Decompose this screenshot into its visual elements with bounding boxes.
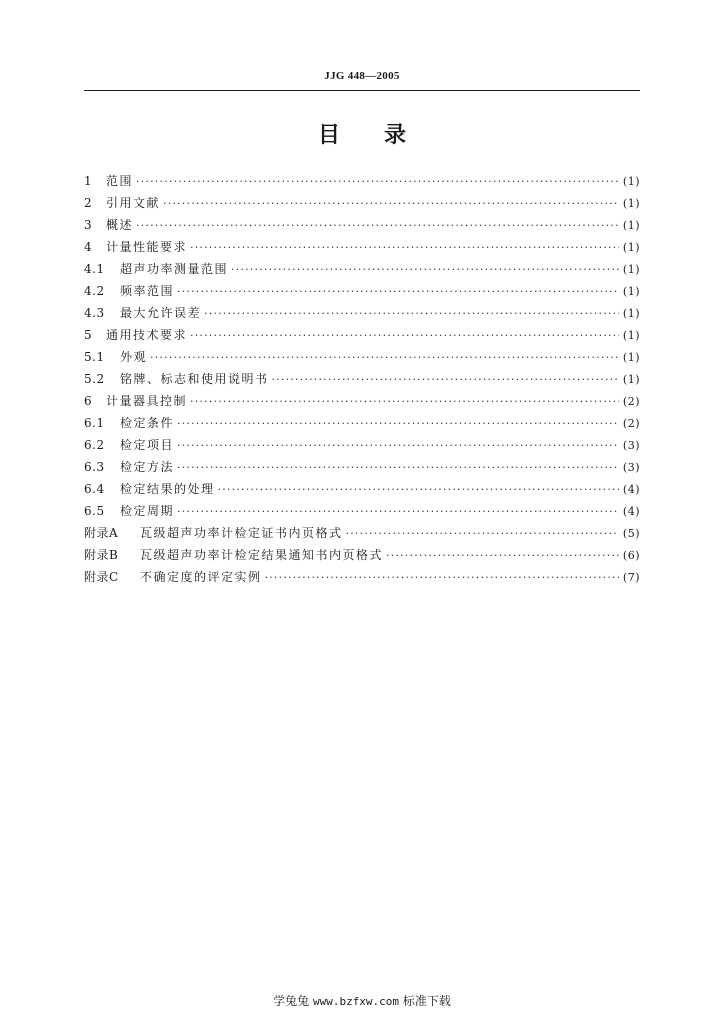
toc-entry[interactable] [84, 412, 640, 434]
toc-dot-leader [177, 413, 619, 435]
toc-entry-page: (1) [622, 241, 640, 254]
header-standard-code: JJG 448—2005 [324, 70, 400, 82]
toc-entry[interactable] [84, 324, 640, 346]
toc-entry-title: 检定周期 [120, 504, 175, 518]
toc-list [84, 170, 640, 588]
toc-entry-number: 6.3 [84, 460, 105, 474]
toc-entry-page: (2) [622, 395, 640, 408]
toc-entry-page: (1) [622, 351, 640, 364]
footer-slogan: 标准下载 [402, 994, 451, 1008]
toc-entry-number: 6 [84, 394, 93, 408]
toc-entry-title: 计量器具控制 [106, 394, 188, 408]
toc-entry-number: 5.1 [84, 350, 105, 364]
toc-entry-number: 4.1 [84, 262, 105, 276]
toc-entry-title: 检定条件 [120, 416, 175, 430]
toc-dot-leader [163, 193, 619, 215]
toc-dot-leader [177, 435, 619, 457]
toc-entry[interactable] [84, 456, 640, 478]
toc-dot-leader [177, 501, 619, 523]
toc-entry-title: 检定结果的处理 [120, 482, 215, 496]
toc-entry-number: 1 [84, 174, 93, 188]
toc-dot-leader [190, 391, 619, 413]
toc-entry-page: (4) [622, 483, 640, 496]
toc-dot-leader [136, 215, 619, 237]
toc-entry-number: 5 [84, 328, 93, 342]
toc-entry-page: (1) [622, 329, 640, 342]
toc-entry-title: 外观 [120, 350, 148, 364]
footer-site-name: 学兔兔 [273, 994, 310, 1008]
toc-entry-page: (1) [622, 285, 640, 298]
toc-entry-page: (1) [622, 373, 640, 386]
toc-dot-leader [150, 347, 619, 369]
toc-entry-title: 检定方法 [120, 460, 175, 474]
toc-entry[interactable] [84, 236, 640, 258]
toc-entry-page: (1) [622, 307, 640, 320]
toc-dot-leader [190, 237, 619, 259]
toc-dot-leader [177, 457, 619, 479]
toc-entry-title: 范围 [106, 174, 134, 188]
toc-entry-page: (5) [622, 527, 640, 540]
toc-entry-page: (7) [622, 571, 640, 584]
toc-entry-number: 5.2 [84, 372, 105, 386]
toc-dot-leader [272, 369, 619, 391]
toc-dot-leader [265, 567, 619, 589]
toc-dot-leader [136, 171, 619, 193]
toc-dot-leader [190, 325, 619, 347]
toc-entry-page: (6) [622, 549, 640, 562]
header-divider [84, 90, 640, 91]
toc-dot-leader [346, 523, 619, 545]
toc-entry[interactable] [84, 214, 640, 236]
toc-entry-number: 4.2 [84, 284, 105, 298]
toc-entry[interactable] [84, 544, 640, 566]
toc-dot-leader [218, 479, 619, 501]
toc-entry-page: (1) [622, 263, 640, 276]
toc-entry[interactable] [84, 192, 640, 214]
toc-entry[interactable] [84, 302, 640, 324]
toc-entry-title: 超声功率测量范围 [120, 262, 229, 276]
toc-entry-title: 检定项目 [120, 438, 175, 452]
toc-entry-number: 6.5 [84, 504, 105, 518]
toc-entry[interactable] [84, 500, 640, 522]
toc-entry[interactable] [84, 478, 640, 500]
toc-entry-title: 铭牌、标志和使用说明书 [120, 372, 269, 386]
toc-entry[interactable] [84, 258, 640, 280]
toc-entry-title: 最大允许误差 [120, 306, 202, 320]
toc-entry[interactable] [84, 434, 640, 456]
toc-entry[interactable] [84, 522, 640, 544]
footer-site-url[interactable]: www.bzfxw.com [312, 995, 400, 1008]
toc-entry[interactable] [84, 390, 640, 412]
toc-dot-leader [386, 545, 619, 567]
toc-entry-page: (3) [622, 461, 640, 474]
toc-entry-page: (2) [622, 417, 640, 430]
toc-entry[interactable] [84, 346, 640, 368]
toc-entry-title: 不确定度的评定实例 [140, 570, 262, 584]
toc-entry-number: 6.2 [84, 438, 105, 452]
toc-dot-leader [177, 281, 619, 303]
toc-dot-leader [204, 303, 619, 325]
toc-entry-title: 引用文献 [106, 196, 161, 210]
toc-entry-title: 瓦级超声功率计检定结果通知书内页格式 [140, 548, 384, 562]
toc-entry[interactable] [84, 170, 640, 192]
toc-entry-title: 通用技术要求 [106, 328, 188, 342]
toc-entry-number: 4.3 [84, 306, 105, 320]
toc-entry-title: 计量性能要求 [106, 240, 188, 254]
toc-entry-number: 2 [84, 196, 93, 210]
toc-entry-number: 附录A [84, 526, 119, 540]
toc-entry-number: 6.1 [84, 416, 105, 430]
toc-entry-title: 频率范围 [120, 284, 175, 298]
toc-entry-page: (1) [622, 197, 640, 210]
toc-entry[interactable] [84, 280, 640, 302]
toc-entry-page: (4) [622, 505, 640, 518]
toc-dot-leader [231, 259, 619, 281]
toc-entry-page: (3) [622, 439, 640, 452]
toc-entry-page: (1) [622, 219, 640, 232]
footer-watermark [84, 992, 640, 1009]
toc-entry-number: 附录B [84, 548, 119, 562]
toc-entry-number: 4 [84, 240, 93, 254]
toc-entry[interactable] [84, 566, 640, 588]
toc-entry-title: 瓦级超声功率计检定证书内页格式 [140, 526, 343, 540]
toc-entry-number: 3 [84, 218, 93, 232]
toc-entry-number: 附录C [84, 570, 119, 584]
toc-entry[interactable] [84, 368, 640, 390]
toc-entry-number: 6.4 [84, 482, 105, 496]
toc-entry-title: 概述 [106, 218, 134, 232]
toc-title: 目录 [317, 123, 450, 148]
toc-entry-page: (1) [622, 175, 640, 188]
